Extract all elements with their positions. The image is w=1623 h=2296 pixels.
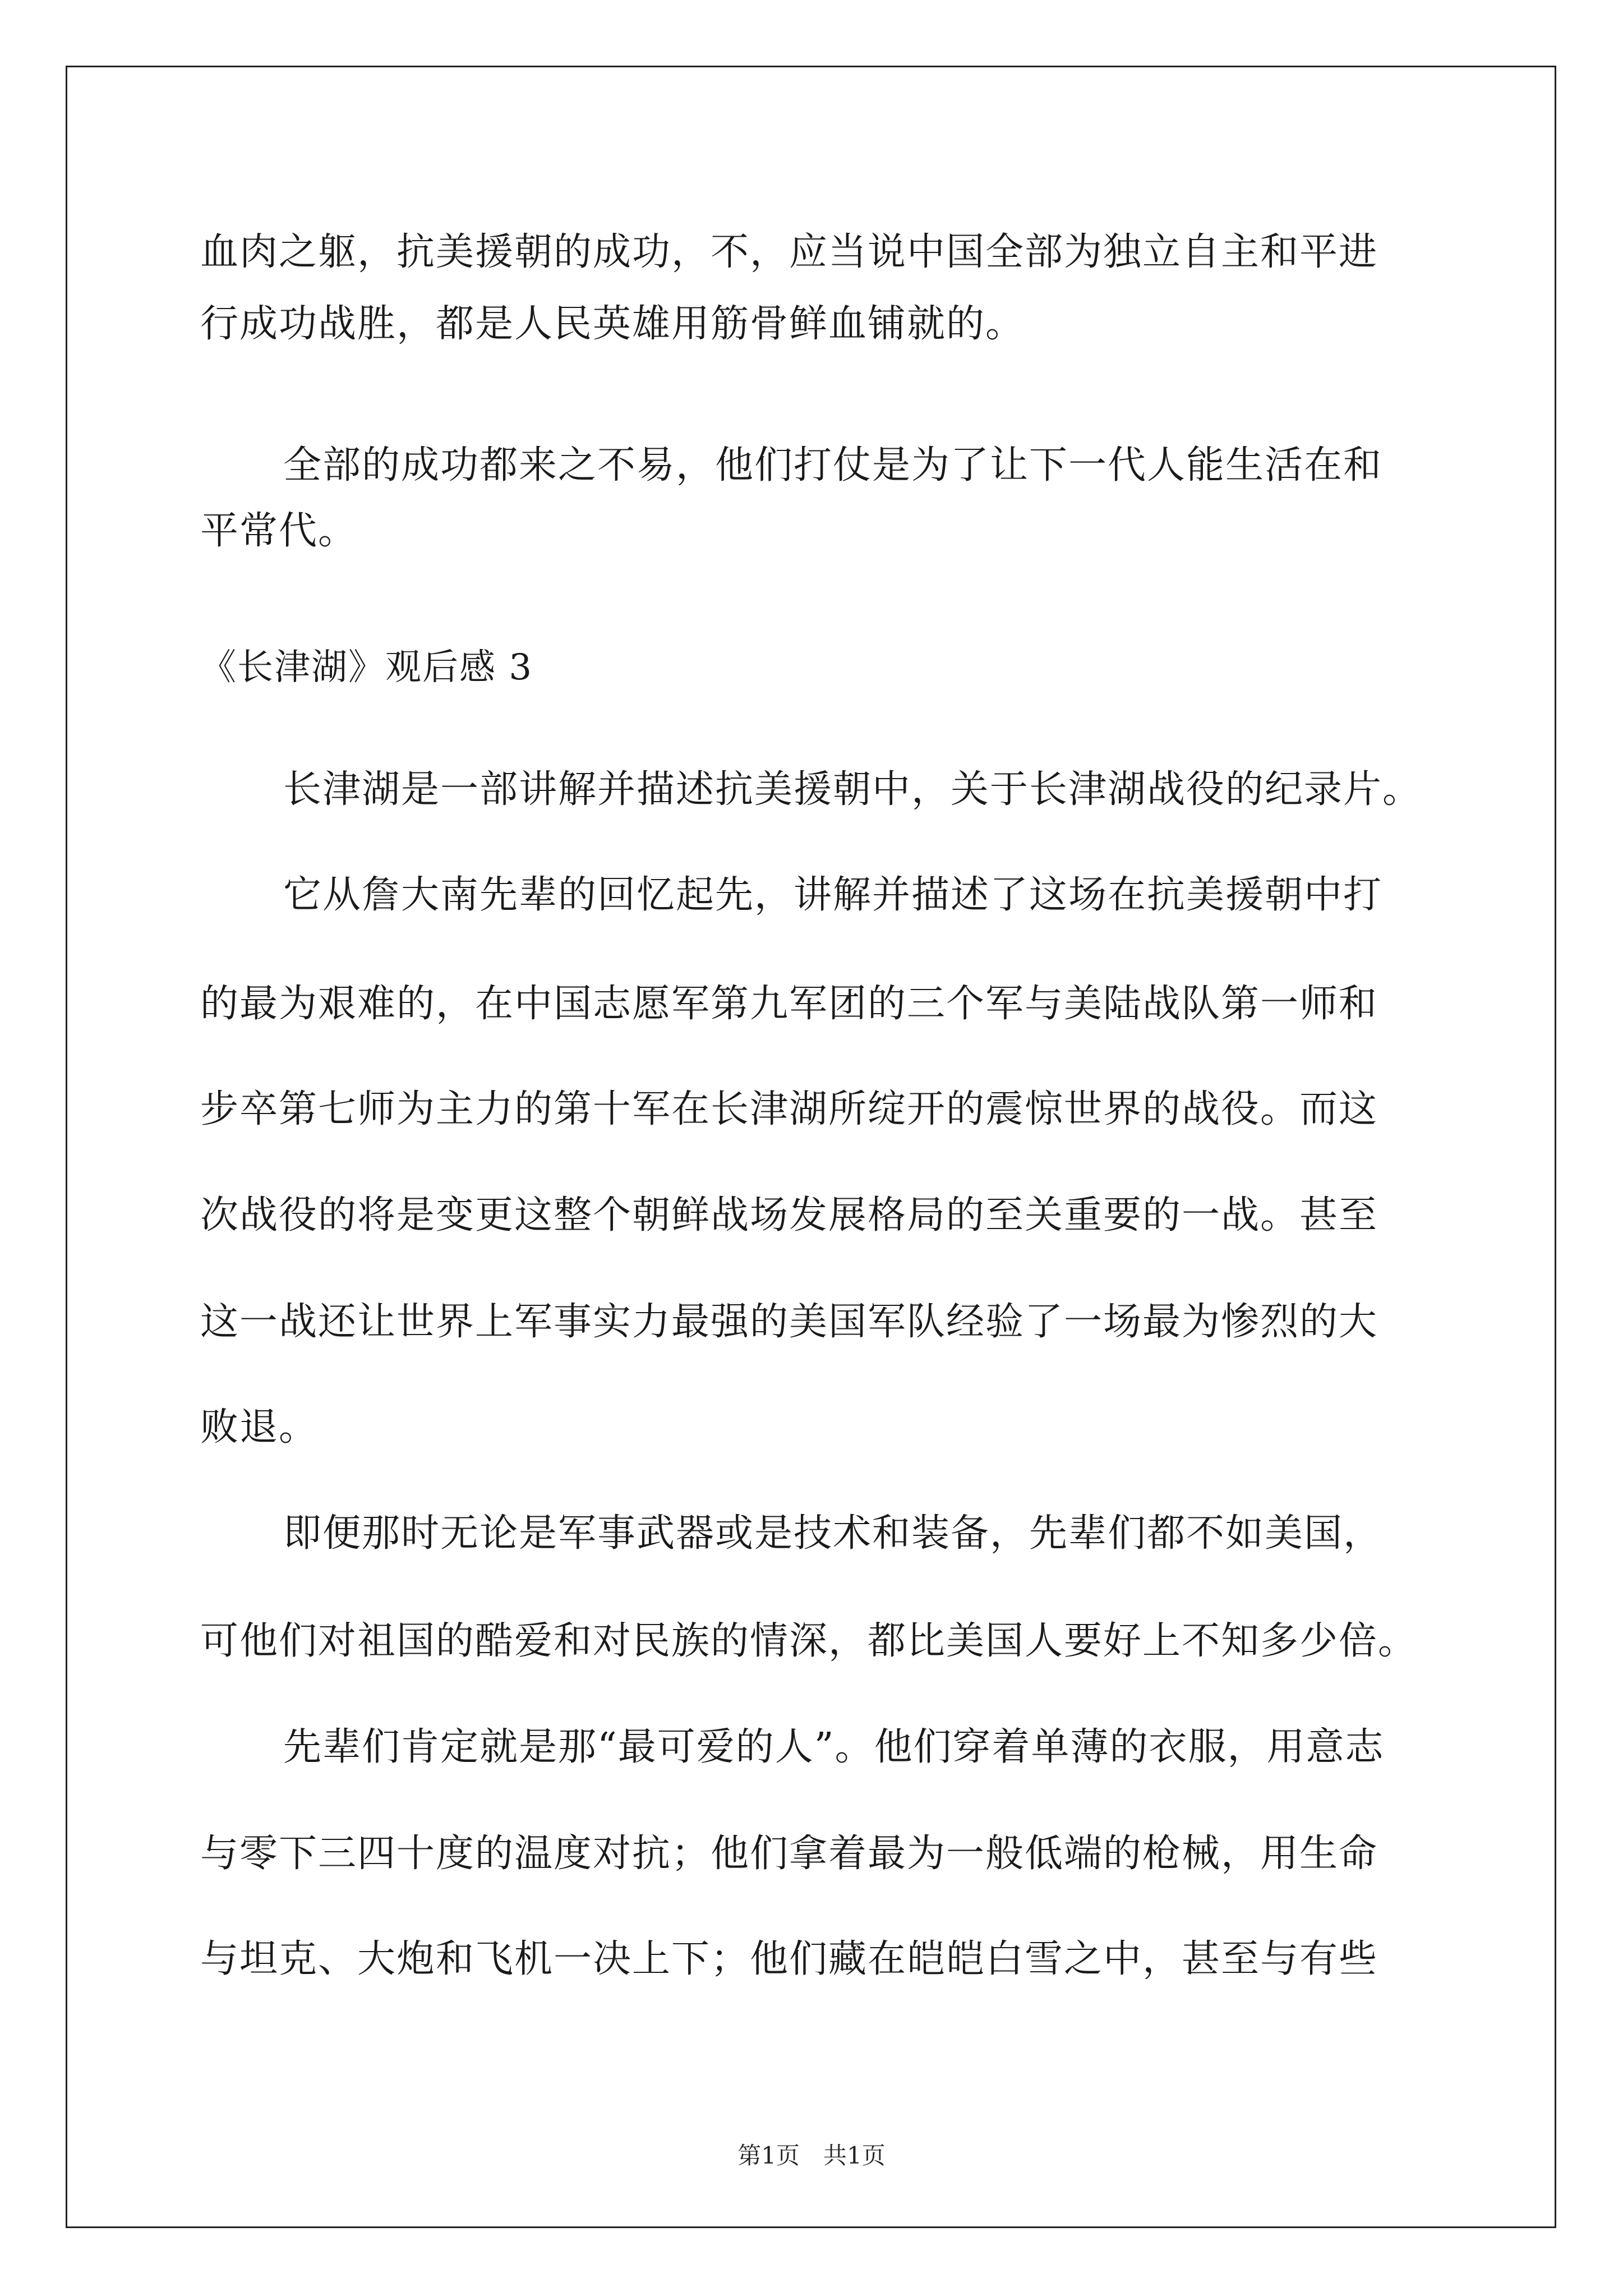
- text-line: 步卒第七师为主力的第十军在长津湖所绽开的震惊世界的战役。而这: [200, 1087, 1378, 1131]
- page-border: [66, 66, 1556, 2228]
- text-line: 血肉之躯，抗美援朝的成功，不，应当说中国全部为独立自主和平进: [200, 230, 1378, 274]
- text-line: 与零下三四十度的温度对抗；他们拿着最为一般低端的枪械，用生命: [200, 1832, 1378, 1876]
- text-line: 行成功战胜，都是人民英雄用筋骨鲜血铺就的。: [200, 302, 1025, 346]
- text-line: 的最为艰难的，在中国志愿军第九军团的三个军与美陆战队第一师和: [200, 982, 1378, 1026]
- section-heading: 《长津湖》观后感 3: [200, 647, 533, 688]
- page-number: 第1页 共1页: [737, 2142, 886, 2169]
- text-line: 可他们对祖国的酷爱和对民族的情深，都比美国人要好上不知多少倍。: [200, 1619, 1418, 1663]
- text-line: 次战役的将是变更这整个朝鲜战场发展格局的至关重要的一战。甚至: [200, 1193, 1378, 1237]
- text-line: 它从詹大南先辈的回忆起先，讲解并描述了这场在抗美援朝中打: [283, 873, 1383, 917]
- text-line: 平常代。: [200, 509, 358, 553]
- text-line: 与坦克、大炮和飞机一决上下；他们藏在皑皑白雪之中，甚至与有些: [200, 1937, 1378, 1981]
- text-line: 这一战还让世界上军事实力最强的美国军队经验了一场最为惨烈的大: [200, 1300, 1378, 1344]
- text-line: 先辈们肯定就是那“最可爱的人”。他们穿着单薄的衣服，用意志: [283, 1725, 1385, 1769]
- text-line: 全部的成功都来之不易，他们打仗是为了让下一代人能生活在和: [283, 443, 1383, 487]
- text-line: 即便那时无论是军事武器或是技术和装备，先辈们都不如美国，: [283, 1511, 1383, 1556]
- text-line: 败退。: [200, 1405, 319, 1450]
- text-line: 长津湖是一部讲解并描述抗美援朝中，关于长津湖战役的纪录片。: [283, 767, 1422, 812]
